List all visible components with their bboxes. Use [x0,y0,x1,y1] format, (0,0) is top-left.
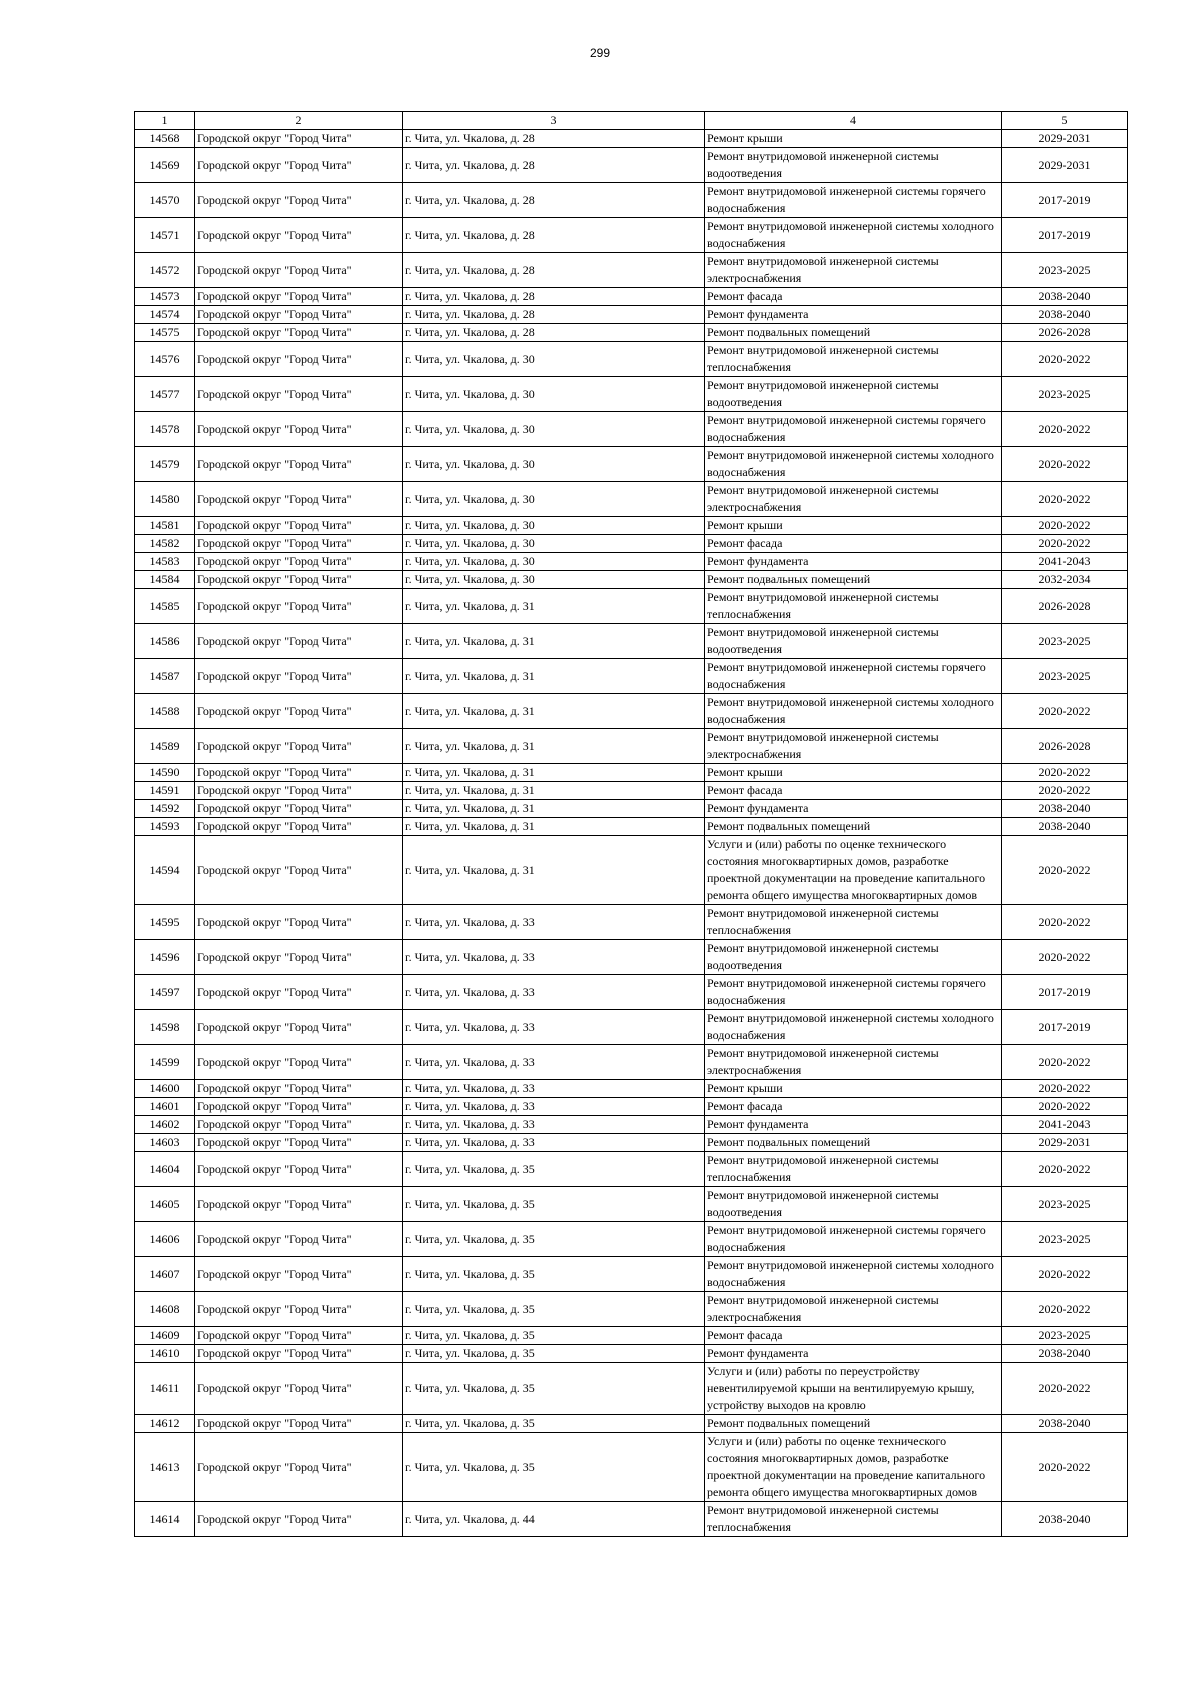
row-number: 14604 [135,1152,195,1187]
period-cell: 2020-2022 [1002,517,1128,535]
period-cell: 2023-2025 [1002,659,1128,694]
period-cell: 2023-2025 [1002,1187,1128,1222]
period-cell: 2038-2040 [1002,800,1128,818]
address-cell: г. Чита, ул. Чкалова, д. 44 [403,1502,705,1537]
municipality-cell: Городской округ "Город Чита" [195,1045,403,1080]
row-number: 14586 [135,624,195,659]
period-cell: 2038-2040 [1002,1502,1128,1537]
period-cell: 2020-2022 [1002,482,1128,517]
address-cell: г. Чита, ул. Чкалова, д. 31 [403,694,705,729]
row-number: 14578 [135,412,195,447]
row-number: 14603 [135,1134,195,1152]
table-row [135,729,1128,764]
period-cell: 2020-2022 [1002,1292,1128,1327]
municipality-cell: Городской округ "Город Чита" [195,1433,403,1502]
work-type-cell: Ремонт внутридомовой инженерной системы горячего водоснабжения [705,183,1002,218]
work-type-cell: Ремонт подвальных помещений [705,571,1002,589]
row-number: 14605 [135,1187,195,1222]
municipality-cell: Городской округ "Город Чита" [195,764,403,782]
municipality-cell: Городской округ "Город Чита" [195,589,403,624]
municipality-cell: Городской округ "Город Чита" [195,659,403,694]
table-row [135,535,1128,553]
row-number: 14574 [135,306,195,324]
municipality-cell: Городской округ "Город Чита" [195,553,403,571]
work-type-cell: Ремонт фундамента [705,553,1002,571]
table-row [135,218,1128,253]
table-body [135,130,1128,1537]
municipality-cell: Городской округ "Город Чита" [195,148,403,183]
table-row [135,1502,1128,1537]
municipality-cell: Городской округ "Город Чита" [195,818,403,836]
municipality-cell: Городской округ "Город Чита" [195,1010,403,1045]
table-row [135,1010,1128,1045]
table-row [135,800,1128,818]
period-cell: 2023-2025 [1002,1327,1128,1345]
work-type-cell: Ремонт фасада [705,535,1002,553]
table-header [135,112,1128,130]
period-cell: 2017-2019 [1002,975,1128,1010]
address-cell: г. Чита, ул. Чкалова, д. 33 [403,905,705,940]
period-cell: 2038-2040 [1002,306,1128,324]
row-number: 14607 [135,1257,195,1292]
work-type-cell: Ремонт внутридомовой инженерной системы водоотведения [705,377,1002,412]
period-cell: 2020-2022 [1002,412,1128,447]
period-cell: 2032-2034 [1002,571,1128,589]
work-type-cell: Ремонт внутридомовой инженерной системы электроснабжения [705,1292,1002,1327]
work-type-cell: Услуги и (или) работы по оценке технического состояния многоквартирных домов, разработке проектной документации на проведение капитального ремонта общего имущества многоквартирных домов [705,836,1002,905]
row-number: 14585 [135,589,195,624]
address-cell: г. Чита, ул. Чкалова, д. 30 [403,412,705,447]
municipality-cell: Городской округ "Город Чита" [195,377,403,412]
table-row [135,447,1128,482]
period-cell: 2020-2022 [1002,1257,1128,1292]
municipality-cell: Городской округ "Город Чита" [195,836,403,905]
municipality-cell: Городской округ "Город Чита" [195,1222,403,1257]
work-type-cell: Ремонт подвальных помещений [705,1415,1002,1433]
work-type-cell: Ремонт внутридомовой инженерной системы холодного водоснабжения [705,218,1002,253]
table-row [135,694,1128,729]
period-cell: 2023-2025 [1002,253,1128,288]
table-row [135,1327,1128,1345]
period-cell: 2029-2031 [1002,130,1128,148]
work-type-cell: Ремонт внутридомовой инженерной системы теплоснабжения [705,1152,1002,1187]
address-cell: г. Чита, ул. Чкалова, д. 35 [403,1257,705,1292]
row-number: 14608 [135,1292,195,1327]
municipality-cell: Городской округ "Город Чита" [195,571,403,589]
period-cell: 2020-2022 [1002,1363,1128,1415]
table-row [135,905,1128,940]
column-header-5: 5 [1002,112,1128,130]
municipality-cell: Городской округ "Город Чита" [195,1292,403,1327]
work-type-cell: Ремонт подвальных помещений [705,818,1002,836]
row-number: 14602 [135,1116,195,1134]
row-number: 14606 [135,1222,195,1257]
table-row [135,1080,1128,1098]
address-cell: г. Чита, ул. Чкалова, д. 35 [403,1433,705,1502]
work-type-cell: Ремонт внутридомовой инженерной системы горячего водоснабжения [705,975,1002,1010]
period-cell: 2017-2019 [1002,183,1128,218]
row-number: 14581 [135,517,195,535]
municipality-cell: Городской округ "Город Чита" [195,130,403,148]
table-row [135,1345,1128,1363]
municipality-cell: Городской округ "Город Чита" [195,324,403,342]
work-type-cell: Ремонт внутридомовой инженерной системы теплоснабжения [705,905,1002,940]
row-number: 14601 [135,1098,195,1116]
address-cell: г. Чита, ул. Чкалова, д. 28 [403,288,705,306]
municipality-cell: Городской округ "Город Чита" [195,1363,403,1415]
work-type-cell: Ремонт фундамента [705,800,1002,818]
municipality-cell: Городской округ "Город Чита" [195,975,403,1010]
period-cell: 2026-2028 [1002,729,1128,764]
work-type-cell: Ремонт внутридомовой инженерной системы теплоснабжения [705,1502,1002,1537]
municipality-cell: Городской округ "Город Чита" [195,940,403,975]
row-number: 14594 [135,836,195,905]
table-row [135,589,1128,624]
address-cell: г. Чита, ул. Чкалова, д. 28 [403,183,705,218]
municipality-cell: Городской округ "Город Чита" [195,412,403,447]
table-row [135,324,1128,342]
table-row [135,1152,1128,1187]
work-type-cell: Ремонт внутридомовой инженерной системы водоотведения [705,940,1002,975]
period-cell: 2041-2043 [1002,553,1128,571]
row-number: 14611 [135,1363,195,1415]
address-cell: г. Чита, ул. Чкалова, д. 35 [403,1345,705,1363]
column-header-1: 1 [135,112,195,130]
row-number: 14570 [135,183,195,218]
address-cell: г. Чита, ул. Чкалова, д. 35 [403,1187,705,1222]
address-cell: г. Чита, ул. Чкалова, д. 35 [403,1222,705,1257]
municipality-cell: Городской округ "Город Чита" [195,800,403,818]
period-cell: 2020-2022 [1002,535,1128,553]
address-cell: г. Чита, ул. Чкалова, д. 31 [403,818,705,836]
work-type-cell: Ремонт подвальных помещений [705,1134,1002,1152]
row-number: 14591 [135,782,195,800]
work-type-cell: Ремонт фундамента [705,306,1002,324]
row-number: 14600 [135,1080,195,1098]
table-row [135,836,1128,905]
table-row [135,1045,1128,1080]
table-row [135,1187,1128,1222]
work-type-cell: Ремонт внутридомовой инженерной системы холодного водоснабжения [705,1010,1002,1045]
work-type-cell: Ремонт внутридомовой инженерной системы холодного водоснабжения [705,694,1002,729]
period-cell: 2038-2040 [1002,288,1128,306]
work-type-cell: Ремонт фасада [705,1327,1002,1345]
address-cell: г. Чита, ул. Чкалова, д. 33 [403,1080,705,1098]
table-row [135,253,1128,288]
period-cell: 2038-2040 [1002,1415,1128,1433]
work-type-cell: Ремонт внутридомовой инженерной системы холодного водоснабжения [705,447,1002,482]
municipality-cell: Городской округ "Город Чита" [195,1257,403,1292]
address-cell: г. Чита, ул. Чкалова, д. 33 [403,1098,705,1116]
table-row [135,1257,1128,1292]
address-cell: г. Чита, ул. Чкалова, д. 28 [403,253,705,288]
address-cell: г. Чита, ул. Чкалова, д. 35 [403,1152,705,1187]
period-cell: 2026-2028 [1002,589,1128,624]
row-number: 14583 [135,553,195,571]
work-type-cell: Ремонт крыши [705,130,1002,148]
address-cell: г. Чита, ул. Чкалова, д. 31 [403,800,705,818]
work-type-cell: Ремонт внутридомовой инженерной системы холодного водоснабжения [705,1257,1002,1292]
table-row [135,1292,1128,1327]
table-row [135,1433,1128,1502]
period-cell: 2017-2019 [1002,218,1128,253]
period-cell: 2020-2022 [1002,1152,1128,1187]
municipality-cell: Городской округ "Город Чита" [195,694,403,729]
address-cell: г. Чита, ул. Чкалова, д. 30 [403,553,705,571]
period-cell: 2023-2025 [1002,1222,1128,1257]
row-number: 14598 [135,1010,195,1045]
address-cell: г. Чита, ул. Чкалова, д. 35 [403,1292,705,1327]
table-row [135,975,1128,1010]
page-number: 299 [589,46,611,60]
address-cell: г. Чита, ул. Чкалова, д. 31 [403,764,705,782]
table-row [135,306,1128,324]
period-cell: 2017-2019 [1002,1010,1128,1045]
row-number: 14573 [135,288,195,306]
address-cell: г. Чита, ул. Чкалова, д. 30 [403,535,705,553]
table-row [135,764,1128,782]
row-number: 14584 [135,571,195,589]
row-number: 14575 [135,324,195,342]
table-row [135,377,1128,412]
municipality-cell: Городской округ "Город Чита" [195,218,403,253]
table-row [135,624,1128,659]
row-number: 14587 [135,659,195,694]
table-row [135,148,1128,183]
table-row [135,818,1128,836]
period-cell: 2020-2022 [1002,694,1128,729]
work-type-cell: Услуги и (или) работы по оценке технического состояния многоквартирных домов, разработке проектной документации на проведение капитального ремонта общего имущества многоквартирных домов [705,1433,1002,1502]
table-row [135,1222,1128,1257]
address-cell: г. Чита, ул. Чкалова, д. 28 [403,218,705,253]
address-cell: г. Чита, ул. Чкалова, д. 35 [403,1415,705,1433]
row-number: 14612 [135,1415,195,1433]
period-cell: 2020-2022 [1002,782,1128,800]
address-cell: г. Чита, ул. Чкалова, д. 30 [403,482,705,517]
period-cell: 2020-2022 [1002,764,1128,782]
municipality-cell: Городской округ "Город Чита" [195,1116,403,1134]
period-cell: 2020-2022 [1002,447,1128,482]
table-row [135,940,1128,975]
table-row [135,1134,1128,1152]
municipality-cell: Городской округ "Город Чита" [195,342,403,377]
period-cell: 2038-2040 [1002,1345,1128,1363]
municipality-cell: Городской округ "Город Чита" [195,447,403,482]
period-cell: 2041-2043 [1002,1116,1128,1134]
work-type-cell: Ремонт крыши [705,764,1002,782]
address-cell: г. Чита, ул. Чкалова, д. 31 [403,836,705,905]
address-cell: г. Чита, ул. Чкалова, д. 31 [403,729,705,764]
municipality-cell: Городской округ "Город Чита" [195,1345,403,1363]
table-row [135,412,1128,447]
row-number: 14609 [135,1327,195,1345]
table-row [135,1116,1128,1134]
address-cell: г. Чита, ул. Чкалова, д. 33 [403,975,705,1010]
address-cell: г. Чита, ул. Чкалова, д. 33 [403,1134,705,1152]
address-cell: г. Чита, ул. Чкалова, д. 35 [403,1363,705,1415]
address-cell: г. Чита, ул. Чкалова, д. 30 [403,377,705,412]
municipality-cell: Городской округ "Город Чита" [195,535,403,553]
row-number: 14592 [135,800,195,818]
row-number: 14571 [135,218,195,253]
municipality-cell: Городской округ "Город Чита" [195,1502,403,1537]
row-number: 14599 [135,1045,195,1080]
municipality-cell: Городской округ "Город Чита" [195,1152,403,1187]
period-cell: 2020-2022 [1002,836,1128,905]
row-number: 14576 [135,342,195,377]
municipality-cell: Городской округ "Город Чита" [195,1098,403,1116]
work-type-cell: Ремонт фасада [705,782,1002,800]
period-cell: 2029-2031 [1002,1134,1128,1152]
municipality-cell: Городской округ "Город Чита" [195,288,403,306]
work-type-cell: Ремонт фундамента [705,1345,1002,1363]
work-type-cell: Ремонт внутридомовой инженерной системы электроснабжения [705,729,1002,764]
work-type-cell: Услуги и (или) работы по переустройству невентилируемой крыши на вентилируемую крышу, устройству выходов на кровлю [705,1363,1002,1415]
municipality-cell: Городской округ "Город Чита" [195,624,403,659]
table-row [135,1415,1128,1433]
municipality-cell: Городской округ "Город Чита" [195,253,403,288]
row-number: 14582 [135,535,195,553]
column-header-3: 3 [403,112,705,130]
municipality-cell: Городской округ "Город Чита" [195,729,403,764]
work-type-cell: Ремонт внутридомовой инженерной системы горячего водоснабжения [705,1222,1002,1257]
period-cell: 2020-2022 [1002,1098,1128,1116]
table-row [135,517,1128,535]
address-cell: г. Чита, ул. Чкалова, д. 33 [403,940,705,975]
address-cell: г. Чита, ул. Чкалова, д. 30 [403,571,705,589]
address-cell: г. Чита, ул. Чкалова, д. 31 [403,589,705,624]
row-number: 14572 [135,253,195,288]
period-cell: 2020-2022 [1002,1080,1128,1098]
period-cell: 2038-2040 [1002,818,1128,836]
row-number: 14596 [135,940,195,975]
address-cell: г. Чита, ул. Чкалова, д. 30 [403,342,705,377]
address-cell: г. Чита, ул. Чкалова, д. 31 [403,782,705,800]
period-cell: 2023-2025 [1002,377,1128,412]
row-number: 14590 [135,764,195,782]
address-cell: г. Чита, ул. Чкалова, д. 33 [403,1116,705,1134]
row-number: 14595 [135,905,195,940]
period-cell: 2020-2022 [1002,1433,1128,1502]
municipality-cell: Городской округ "Город Чита" [195,1134,403,1152]
address-cell: г. Чита, ул. Чкалова, д. 33 [403,1010,705,1045]
address-cell: г. Чита, ул. Чкалова, д. 28 [403,324,705,342]
column-header-2: 2 [195,112,403,130]
address-cell: г. Чита, ул. Чкалова, д. 28 [403,148,705,183]
address-cell: г. Чита, ул. Чкалова, д. 28 [403,130,705,148]
period-cell: 2026-2028 [1002,324,1128,342]
row-number: 14610 [135,1345,195,1363]
address-cell: г. Чита, ул. Чкалова, д. 31 [403,659,705,694]
address-cell: г. Чита, ул. Чкалова, д. 33 [403,1045,705,1080]
column-header-4: 4 [705,112,1002,130]
work-type-cell: Ремонт внутридомовой инженерной системы горячего водоснабжения [705,412,1002,447]
work-type-cell: Ремонт внутридомовой инженерной системы горячего водоснабжения [705,659,1002,694]
municipality-cell: Городской округ "Город Чита" [195,306,403,324]
row-number: 14579 [135,447,195,482]
municipality-cell: Городской округ "Город Чита" [195,1080,403,1098]
address-cell: г. Чита, ул. Чкалова, д. 35 [403,1327,705,1345]
row-number: 14613 [135,1433,195,1502]
address-cell: г. Чита, ул. Чкалова, д. 31 [403,624,705,659]
table-row [135,571,1128,589]
row-number: 14588 [135,694,195,729]
row-number: 14577 [135,377,195,412]
period-cell: 2029-2031 [1002,148,1128,183]
table-row [135,183,1128,218]
municipality-cell: Городской округ "Город Чита" [195,905,403,940]
work-type-cell: Ремонт фундамента [705,1116,1002,1134]
table-row [135,288,1128,306]
table-row [135,1098,1128,1116]
row-number: 14593 [135,818,195,836]
municipality-cell: Городской округ "Город Чита" [195,1187,403,1222]
work-type-cell: Ремонт внутридомовой инженерной системы теплоснабжения [705,342,1002,377]
period-cell: 2020-2022 [1002,940,1128,975]
work-type-cell: Ремонт внутридомовой инженерной системы электроснабжения [705,253,1002,288]
municipality-cell: Городской округ "Город Чита" [195,782,403,800]
work-type-cell: Ремонт внутридомовой инженерной системы электроснабжения [705,482,1002,517]
work-type-cell: Ремонт внутридомовой инженерной системы водоотведения [705,624,1002,659]
municipality-cell: Городской округ "Город Чита" [195,183,403,218]
row-number: 14597 [135,975,195,1010]
address-cell: г. Чита, ул. Чкалова, д. 30 [403,517,705,535]
header-row [135,112,1128,130]
table-row [135,130,1128,148]
municipality-cell: Городской округ "Город Чита" [195,482,403,517]
period-cell: 2023-2025 [1002,624,1128,659]
row-number: 14569 [135,148,195,183]
row-number: 14614 [135,1502,195,1537]
address-cell: г. Чита, ул. Чкалова, д. 30 [403,447,705,482]
table-row [135,553,1128,571]
work-type-cell: Ремонт крыши [705,1080,1002,1098]
period-cell: 2020-2022 [1002,342,1128,377]
table-row [135,659,1128,694]
work-type-cell: Ремонт подвальных помещений [705,324,1002,342]
work-type-cell: Ремонт фасада [705,1098,1002,1116]
work-type-cell: Ремонт внутридомовой инженерной системы водоотведения [705,148,1002,183]
work-type-cell: Ремонт внутридомовой инженерной системы теплоснабжения [705,589,1002,624]
work-type-cell: Ремонт внутридомовой инженерной системы водоотведения [705,1187,1002,1222]
municipality-cell: Городской округ "Город Чита" [195,517,403,535]
row-number: 14568 [135,130,195,148]
table-row [135,342,1128,377]
work-type-cell: Ремонт внутридомовой инженерной системы электроснабжения [705,1045,1002,1080]
row-number: 14589 [135,729,195,764]
table-row [135,1363,1128,1415]
municipality-cell: Городской округ "Город Чита" [195,1415,403,1433]
work-type-cell: Ремонт фасада [705,288,1002,306]
period-cell: 2020-2022 [1002,1045,1128,1080]
address-cell: г. Чита, ул. Чкалова, д. 28 [403,306,705,324]
table-row [135,482,1128,517]
period-cell: 2020-2022 [1002,905,1128,940]
row-number: 14580 [135,482,195,517]
municipality-cell: Городской округ "Город Чита" [195,1327,403,1345]
work-type-cell: Ремонт крыши [705,517,1002,535]
table-row [135,782,1128,800]
repair-schedule-table [134,111,1128,1537]
